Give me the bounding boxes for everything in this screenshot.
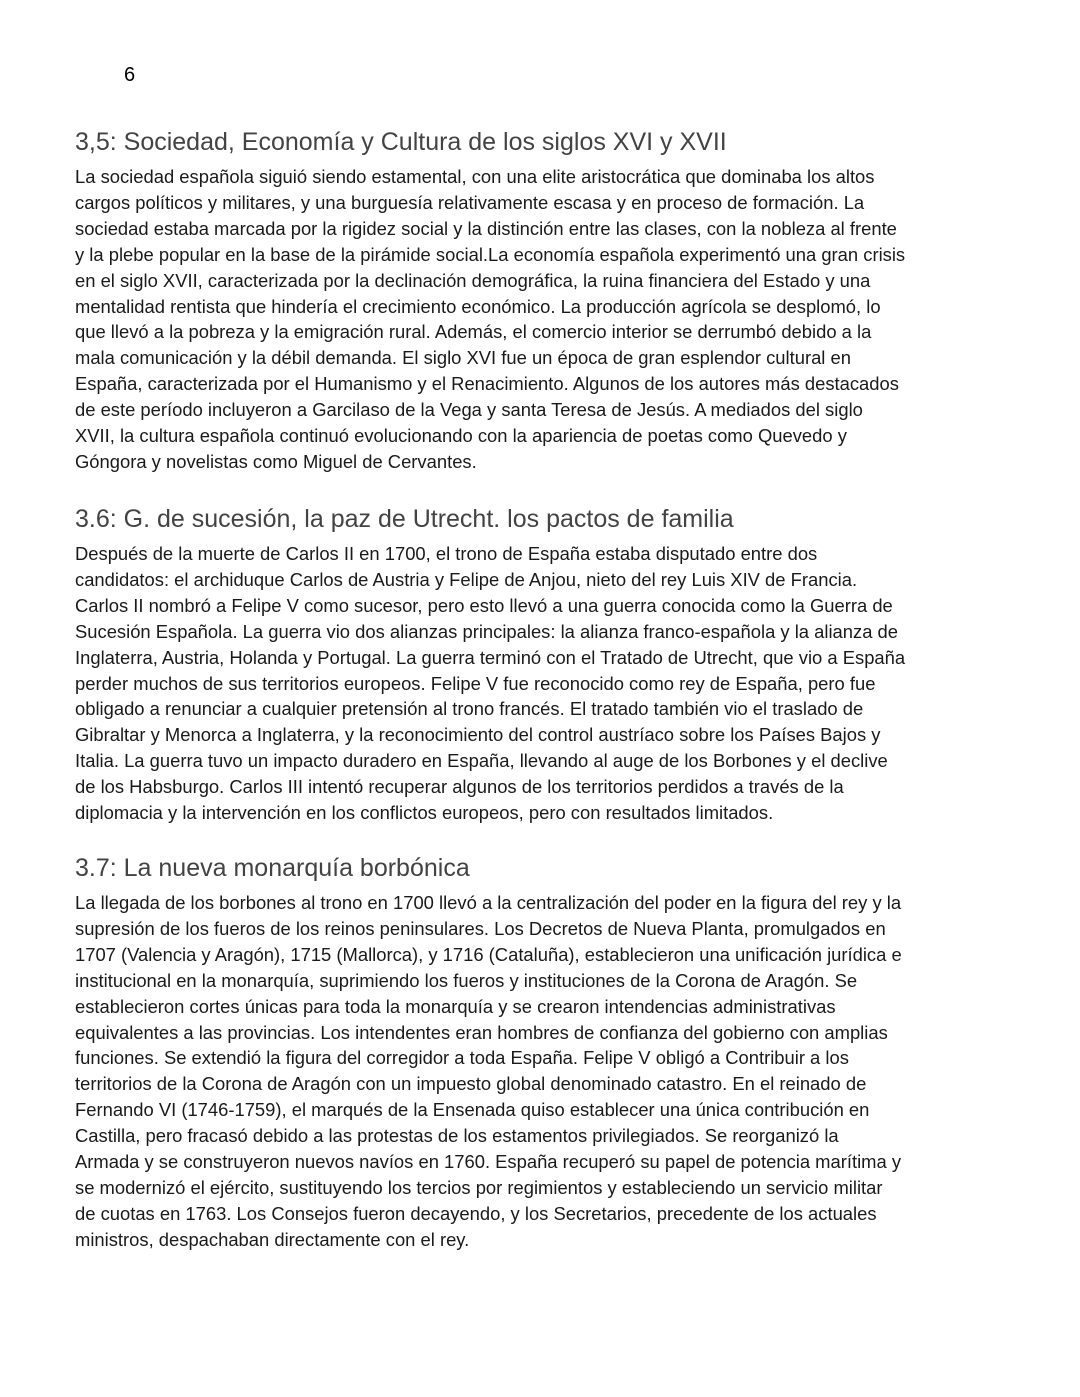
body-line: sociedad estaba marcada por la rigidez social y la distinción entre las clases, con la nobleza al frente — [75, 217, 897, 239]
body-line: XVII, la cultura española continuó evolucionando con la apariencia de poetas como Quevedo y — [75, 425, 847, 447]
section-monarquia-borbonica — [75, 852, 965, 1253]
body-line: funciones. Se extendió la figura del corregidor a toda España. Felipe V obligó a Contribuir a los — [75, 1047, 849, 1069]
section-sociedad-economia-cultura — [75, 126, 965, 475]
body-line: España, caracterizada por el Humanismo y el Renacimiento. Algunos de los autores más destacados — [75, 373, 899, 395]
section-guerra-sucesion — [75, 503, 965, 826]
body-line: Sucesión Española. La guerra vio dos alianzas principales: la alianza franco-española y la alianza de — [75, 620, 898, 642]
section-heading: 3.6: G. de sucesión, la paz de Utrecht. los pactos de familia — [75, 505, 734, 533]
body-line: de este período incluyeron a Garcilaso de la Vega y santa Teresa de Jesús. A mediados del siglo — [75, 399, 863, 421]
section-body — [75, 890, 965, 1253]
body-line: de los Habsburgo. Carlos III intentó recuperar algunos de los territorios perdidos a través de la — [75, 776, 844, 798]
section-body — [75, 164, 965, 475]
body-line: Italia. La guerra tuvo un impacto duradero en España, llevando al auge de los Borbones y el declive — [75, 750, 888, 772]
body-line: de cuotas en 1763. Los Consejos fueron decayendo, y los Secretarios, precedente de los actuales — [75, 1202, 877, 1224]
body-line: Después de la muerte de Carlos II en 1700, el trono de España estaba disputado entre dos — [75, 543, 818, 564]
body-line: mentalidad rentista que hindería el crecimiento económico. La producción agrícola se desplomó, lo — [75, 295, 881, 317]
body-line: Gibraltar y Menorca a Inglaterra, y la reconocimiento del control austríaco sobre los Países Bajos y — [75, 724, 881, 746]
body-line: Inglaterra, Austria, Holanda y Portugal. La guerra terminó con el Tratado de Utrecht, que vio a España — [75, 646, 906, 668]
section-heading: 3.7: La nueva monarquía borbónica — [75, 854, 470, 882]
body-line: equivalentes a las provincias. Los intendentes eran hombres de confianza del gobierno con amplias — [75, 1021, 888, 1043]
body-line: Góngora y novelistas como Miguel de Cervantes. — [75, 450, 477, 472]
body-line: 1707 (Valencia y Aragón), 1715 (Mallorca), y 1716 (Cataluña), establecieron una unificación jurídica e — [75, 943, 902, 965]
body-line: Castilla, pero fracasó debido a las protestas de los estamentos privilegiados. Se reorganizó la — [75, 1125, 839, 1147]
body-line: La sociedad española siguió siendo estamental, con una elite aristocrática que dominaba los altos — [75, 166, 875, 187]
body-line: Armada y se construyeron nuevos navíos en 1760. España recuperó su papel de potencia marítima y — [75, 1151, 902, 1173]
body-line: cargos políticos y militares, y una burguesía relativamente escasa y en proceso de formación. La — [75, 191, 865, 213]
body-line: territorios de la Corona de Aragón con un impuesto global denominado catastro. En el reinado de — [75, 1073, 867, 1095]
body-line: en el siglo XVII, caracterizada por la declinación demográfica, la ruina financiera del Estado y una — [75, 269, 871, 291]
body-line: obligado a renunciar a cualquier pretensión al trono francés. El tratado también vio el traslado de — [75, 698, 864, 720]
page-number: 6 — [124, 64, 136, 86]
body-line: mala comunicación y la débil demanda. El siglo XVI fue un época de gran esplendor cultural en — [75, 347, 851, 369]
body-line: que llevó a la pobreza y la emigración rural. Además, el comercio interior se derrumbó debido a la — [75, 321, 872, 343]
body-line: se modernizó el ejército, sustituyendo los tercios por regimientos y estableciendo un servicio militar — [75, 1176, 883, 1198]
body-line: supresión de los fueros de los reinos peninsulares. Los Decretos de Nueva Planta, promulgados en — [75, 917, 886, 939]
body-line: Fernando VI (1746-1759), el marqués de la Ensenada quiso establecer una única contribución en — [75, 1099, 870, 1121]
body-line: Carlos II nombró a Felipe V como sucesor, pero esto llevó a una guerra conocida como la Guerra de — [75, 594, 893, 616]
body-line: candidatos: el archiduque Carlos de Austria y Felipe de Anjou, nieto del rey Luis XIV de Francia. — [75, 568, 858, 590]
body-line: diplomacia y la intervención en los conflictos europeos, pero con resultados limitados. — [75, 802, 774, 824]
body-line: perder muchos de sus territorios europeos. Felipe V fue reconocido como rey de España, pero fue — [75, 672, 876, 694]
body-line: La llegada de los borbones al trono en 1700 llevó a la centralización del poder en la figura del rey y la — [75, 892, 902, 913]
section-heading: 3,5: Sociedad, Economía y Cultura de los siglos XVI y XVII — [75, 128, 727, 156]
section-body — [75, 541, 965, 826]
body-line: establecieron cortes únicas para toda la monarquía y se crearon intendencias administrativas — [75, 995, 836, 1017]
body-line: ministros, despachaban directamente con el rey. — [75, 1228, 470, 1250]
body-line: institucional en la monarquía, suprimiendo los fueros y instituciones de la Corona de Aragón. Se — [75, 969, 858, 991]
body-line: y la plebe popular en la base de la pirámide social.La economía española experimentó una gran crisis — [75, 243, 906, 265]
